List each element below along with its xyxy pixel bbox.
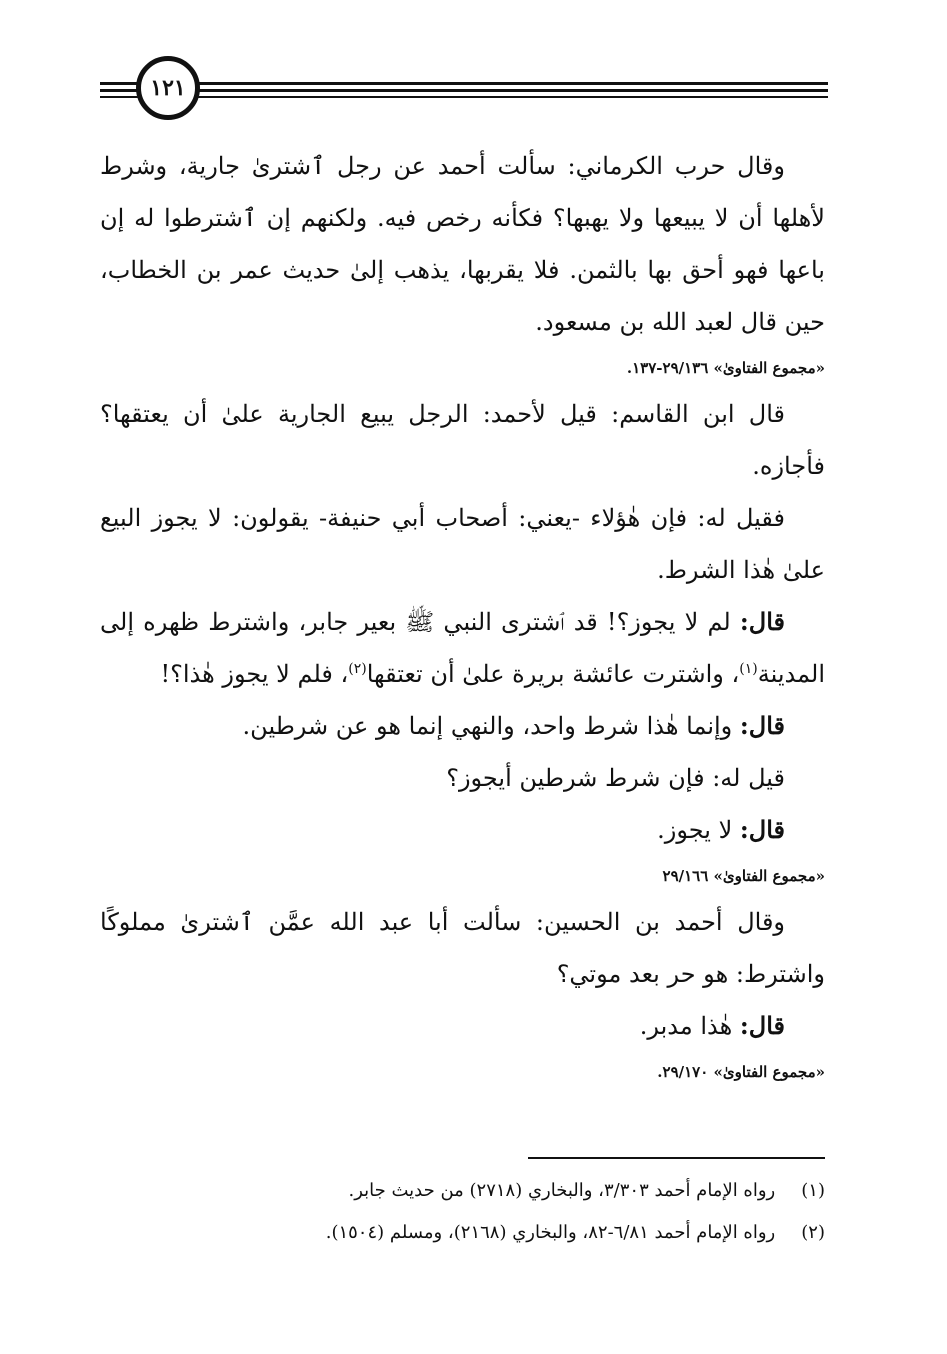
page-number: ١٢١: [136, 56, 200, 120]
footnote-number: (٢): [801, 1222, 825, 1243]
footnote: [100, 1212, 825, 1254]
source-citation: «مجموع الفتاوىٰ» ٢٩/١٣٦-١٣٧.: [626, 359, 825, 377]
speaker-label: قال:: [739, 815, 785, 844]
speaker-label: قال:: [739, 1011, 785, 1040]
header-rule: [100, 89, 828, 92]
footnote-ref: (١): [739, 661, 758, 677]
paragraph: قال ابن القاسم: قيل لأحمد: الرجل يبيع الجارية علىٰ أن يعتقها؟ فأجازه.: [100, 400, 825, 480]
footnote-text: رواه الإمام أحمد ٦/٨١-٨٢، والبخاري (٢١٦٨)، ومسلم (١٥٠٤).: [325, 1222, 776, 1243]
header-rule: [100, 96, 828, 98]
paragraph: قال: لا يجوز.: [657, 815, 785, 844]
speaker-label: قال:: [739, 607, 785, 636]
footnote-separator: [528, 1157, 825, 1159]
page-header: [100, 56, 828, 126]
footnote-number: (١): [801, 1180, 825, 1201]
footnote-ref: (٢): [348, 661, 367, 677]
paragraph: فقيل له: فإن هٰؤلاء -يعني: أصحاب أبي حنيفة- يقولون: لا يجوز البيع علىٰ هٰذا الشرط.: [100, 504, 825, 584]
paragraph: قال: لم لا يجوز؟! قد ٱشترى النبي ﷺ بعير جابر، واشترط ظهره إلى المدينة$^{(١)}$، واشترت عائشة بريرة علىٰ أن تعتقها$^{(٢)}$، فلم لا يجوز هٰذا؟!: [100, 607, 825, 688]
footnote-text: رواه الإمام أحمد ٣/٣٠٣، والبخاري (٢٧١٨) من حديث جابر.: [348, 1180, 776, 1201]
paragraph: قيل له: فإن شرط شرطين أيجوز؟: [446, 764, 785, 792]
paragraph: وقال حرب الكرماني: سألت أحمد عن رجل ٱشترىٰ جارية، وشرط لأهلها أن لا يبيعها ولا يهبها؟ فكأنه رخص فيه. ولكنهم إن ٱشترطوا له إن باعها فهو أحق بها بالثمن. فلا يقربها، يذهب إلىٰ حديث عمر بن الخطاب، حين قال لعبد الله بن مسعود.: [100, 152, 825, 336]
main-text: [100, 140, 825, 1092]
source-citation: «مجموع الفتاوىٰ» ٢٩/١٦٦: [662, 867, 825, 885]
speaker-label: قال:: [739, 711, 785, 740]
paragraph: وقال أحمد بن الحسين: سألت أبا عبد الله عمَّن ٱشترىٰ مملوكًا واشترط: هو حر بعد موتي؟: [100, 908, 825, 988]
paragraph: قال: وإنما هٰذا شرط واحد، والنهي إنما هو عن شرطين.: [242, 711, 785, 740]
paragraph: قال: هٰذا مدبر.: [639, 1011, 785, 1040]
footnote: [100, 1170, 825, 1212]
footnotes: [100, 1170, 825, 1254]
source-citation: «مجموع الفتاوىٰ» ٢٩/١٧٠.: [657, 1063, 825, 1081]
header-rule: [100, 82, 828, 85]
